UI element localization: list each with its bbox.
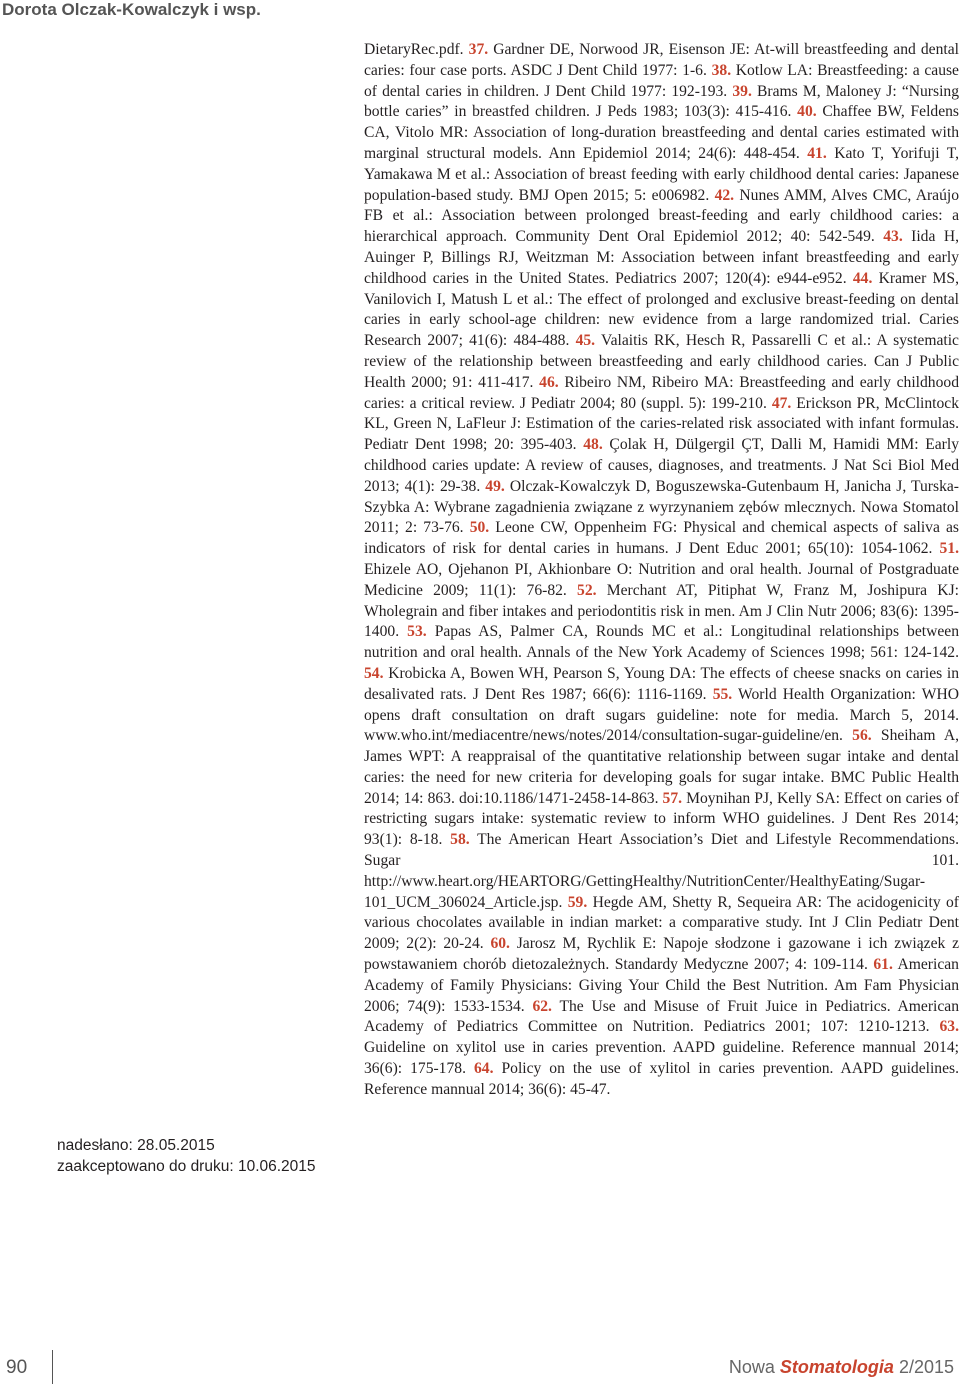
- reference-number: 41.: [807, 144, 827, 162]
- reference-text: Olczak-Kowalczyk D, Boguszewska-Gutenbaum H, Janicha J, Turska-Szybka A: Wybrane zagadnienia związane z wyrzynaniem zębów mlecznych. Nowa Stomatol 2011; 2: 73-76.: [364, 477, 959, 537]
- reference-number: 53.: [407, 623, 427, 641]
- journal-issue-footer: [729, 1357, 954, 1378]
- accepted-date: zaakceptowano do druku: 10.06.2015: [57, 1158, 316, 1175]
- reference-number: 64.: [473, 1060, 494, 1078]
- submission-dates: [57, 1135, 316, 1177]
- reference-number: 46.: [539, 373, 559, 391]
- reference-number: 54.: [364, 664, 384, 682]
- reference-number: 60.: [490, 935, 510, 953]
- reference-number: 40.: [797, 103, 817, 121]
- reference-number: 62.: [532, 997, 552, 1015]
- reference-text: Erickson PR, McClintock KL, Green N, LaFleur J: Estimation of the caries-related risk associated with infant formulas. Pediatr Dent 1998; 20: 395-403.: [364, 394, 960, 454]
- journal-issue: 2/2015: [893, 1357, 954, 1377]
- reference-text: Nunes AMM, Alves CMC, Araújo FB et al.: Association between prolonged breast-feeding and early childhood caries: a hierarchical approach. Community Dent Oral Epidemiol 2012; 40: 542-549.: [364, 186, 960, 246]
- reference-number: 59.: [567, 893, 588, 911]
- journal-name-part2: Stomatologia: [779, 1357, 894, 1377]
- reference-text: Ribeiro NM, Ribeiro MA: Breastfeeding and early childhood caries: a critical review. J Pediatr 2004; 80 (suppl. 5): 199-210.: [364, 373, 959, 412]
- reference-text: Hegde AM, Shetty R, Sequeira AR: The acidogenicity of various chocolates available in indian market: a comparative study. Int J Clin Pediatr Dent 2009; 2(2): 20-24.: [364, 893, 959, 953]
- footer-divider: [52, 1350, 53, 1384]
- reference-text: World Health Organization: WHO opens draft consultation on draft sugars guideline: note for media. March 5, 2014. www.who.int/mediacentre/news/notes/2014/consultation-sugar-guideline/en.: [364, 685, 959, 745]
- reference-number: 56.: [852, 727, 872, 745]
- reference-text: Valaitis RK, Hesch R, Passarelli C et al.: A systematic review of the relationship between breastfeeding and early childhood caries. Can J Public Health 2000; 91: 411-417.: [364, 332, 959, 391]
- reference-text: Kotlow LA: Breastfeeding: a cause of dental caries in children. J Dent Child 1977: 192-193.: [364, 61, 959, 100]
- reference-text: Chaffee BW, Feldens CA, Vitolo MR: Association of long-duration breastfeeding and dental caries estimated with marginal structural models. Ann Epidemiol 2014; 24(6): 448-454.: [364, 103, 960, 162]
- reference-number: 50.: [469, 519, 490, 537]
- reference-text: Sheiham A, James WPT: A reappraisal of the quantitative relationship between sugar intake and dental caries: the need for new criteria for developing goals for sugar intake. BMC Public Health 2014; 14: 863. doi:10.1186/1471-2458-14-863.: [364, 727, 959, 807]
- reference-number: 51.: [939, 540, 960, 558]
- received-date: nadesłano: 28.05.2015: [57, 1137, 215, 1154]
- reference-text: Iida H, Auinger P, Billings RJ, Weitzman M: Association between infant breastfeeding and early childhood caries in the United States. Pediatrics 2007; 120(4): e944-e952.: [364, 228, 959, 287]
- reference-text: Krobicka A, Bowen WH, Pearson S, Young DA: The effects of cheese snacks on caries in desalivated rats. J Dent Res 1987; 66(6): 1116-1169.: [364, 664, 959, 703]
- reference-number: 37.: [468, 41, 489, 58]
- reference-number: 39.: [732, 82, 752, 100]
- reference-list: [364, 40, 959, 1101]
- reference-entry: [364, 41, 464, 58]
- reference-text: Moynihan PJ, Kelly SA: Effect on caries of restricting sugars intake: systematic review to inform WHO guidelines. J Dent Res 2014; 93(1): 8-18.: [364, 789, 959, 849]
- reference-text: Leone CW, Oppenheim FG: Physical and chemical aspects of saliva as indicators of risk for dental caries in humans. J Dent Educ 2001; 65(10): 1054-1062.: [364, 519, 959, 558]
- reference-number: 49.: [485, 477, 505, 495]
- reference-text: The Use and Misuse of Fruit Juice in Pediatrics. American Academy of Pediatrics Committee on Nutrition. Pediatrics 2001; 107: 1210-1213.: [364, 997, 959, 1036]
- reference-text: Papas AS, Palmer CA, Rounds MC et al.: Longitudinal relationships between nutrition and oral health. Annals of the New York Academy of Sciences 1998; 561: 124-142.: [364, 623, 959, 662]
- reference-text: Merchant AT, Pitiphat W, Franz M, Joshipura KJ: Wholegrain and fiber intakes and periodontitis risk in men. Am J Clin Nutr 2006; 83(6): 1395-1400.: [364, 581, 959, 641]
- reference-number: 47.: [771, 394, 792, 412]
- reference-number: 45.: [575, 332, 596, 350]
- reference-text: Kato T, Yorifuji T, Yamakawa M et al.: Association of breast feeding with early childhood dental caries: Japanese population-based study. BMJ Open 2015; 5: e006982.: [364, 144, 959, 204]
- reference-number: 44.: [852, 269, 873, 287]
- running-header-authors: Dorota Olczak-Kowalczyk i wsp.: [2, 0, 261, 19]
- reference-number: 43.: [883, 228, 903, 246]
- reference-number: 52.: [577, 581, 597, 599]
- reference-text: Guideline on xylitol use in caries prevention. AAPD guideline. Reference mannual 2014; 36(6): 175-178.: [364, 1039, 959, 1078]
- reference-text: Kramer MS, Vanilovich I, Matush L et al.: The effect of prolonged and exclusive breast-feeding on dental caries in early school-age children: new evidence from a large randomized trial. Caries Research 2007; 41(6): 484-488.: [364, 269, 959, 350]
- reference-entry: [364, 623, 959, 661]
- reference-text: Policy on the use of xylitol in caries prevention. AAPD guidelines. Reference mannual 2014; 36(6): 45-47.: [364, 1060, 959, 1098]
- journal-name-part1: Nowa: [728, 1357, 780, 1377]
- page-number: 90: [6, 1357, 28, 1378]
- reference-number: 48.: [583, 436, 603, 454]
- reference-number: 55.: [712, 685, 733, 703]
- reference-number: 42.: [714, 186, 735, 204]
- reference-number: 63.: [939, 1018, 959, 1036]
- reference-text: Ehizele AO, Ojehanon PI, Akhionbare O: Nutrition and oral health. Journal of Postgraduate Medicine 2009; 11(1): 76-82.: [364, 560, 959, 599]
- reference-text: Çolak H, Dülgergil ÇT, Dalli M, Hamidi MM: Early childhood caries update: A review of causes, diagnoses, and treatments. J Nat Sci Biol Med 2013; 4(1): 29-38.: [364, 436, 959, 495]
- reference-text: DietaryRec.pdf.: [364, 41, 464, 58]
- reference-text: Gardner DE, Norwood JR, Eisenson JE: At-will breastfeeding and dental caries: four case ports. ASDC J Dent Child 1977: 1-6.: [364, 41, 959, 79]
- reference-text: American Academy of Family Physicians: Giving Your Child the Best Nutrition. Am Fam Physician 2006; 74(9): 1533-1534.: [364, 956, 959, 1015]
- reference-text: Brams M, Maloney J: “Nursing bottle caries” in breastfed children. J Peds 1983; 103(3): 415-416.: [364, 82, 959, 121]
- reference-text: Jarosz M, Rychlik E: Napoje słodzone i gazowane i ich związek z powstawaniem chorób dietozależnych. Standardy Medyczne 2007; 4: 109-114.: [364, 935, 960, 974]
- reference-number: 38.: [711, 61, 732, 79]
- reference-text: The American Heart Association’s Diet and Lifestyle Recommendations. Sugar 101. http://www.heart.org/HEARTORG/GettingHealthy/NutritionCenter/HealthyEating/Sugar-101_UCM_306024_Article.jsp.: [364, 831, 959, 911]
- reference-number: 58.: [450, 831, 470, 849]
- reference-number: 61.: [873, 956, 893, 974]
- reference-number: 57.: [662, 789, 683, 807]
